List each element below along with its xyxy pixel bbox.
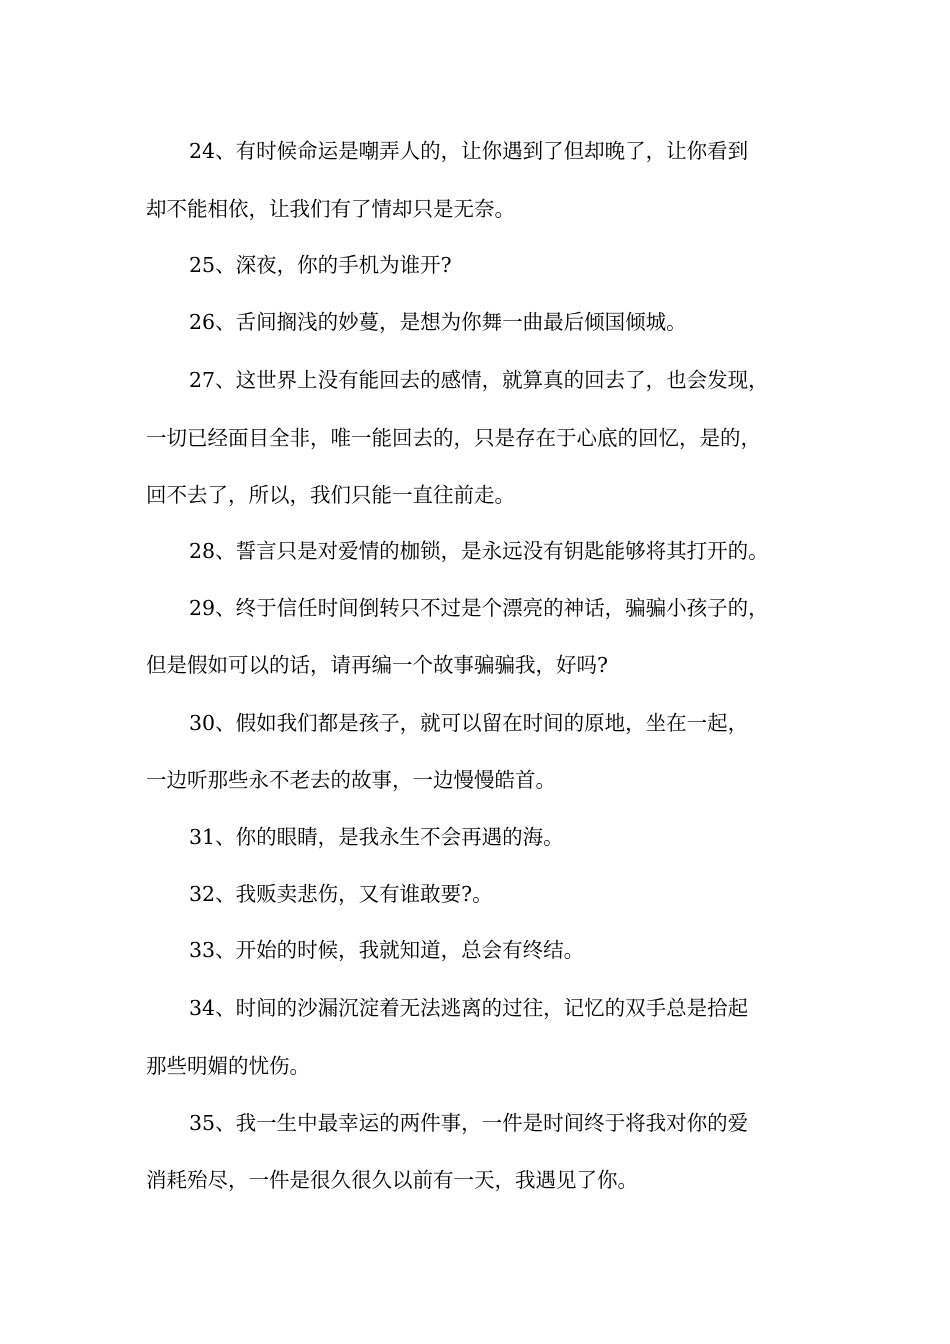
text-line: 29、终于信任时间倒转只不过是个漂亮的神话，骗骗小孩子的， — [189, 596, 769, 620]
text-line: 消耗殆尽，一件是很久很久以前有一天，我遇见了你。 — [146, 1168, 638, 1192]
text-line: 回不去了，所以，我们只能一直往前走。 — [146, 483, 515, 507]
text-line: 24、有时候命运是嘲弄人的，让你遇到了但却晚了，让你看到 — [189, 139, 749, 163]
text-line: 31、你的眼睛，是我永生不会再遇的海。 — [189, 825, 564, 849]
text-line: 27、这世界上没有能回去的感情，就算真的回去了，也会发现， — [189, 368, 769, 392]
text-line: 26、舌间搁浅的妙蔓，是想为你舞一曲最后倾国倾城。 — [189, 310, 687, 334]
text-line: 一边听那些永不老去的故事，一边慢慢皓首。 — [146, 768, 556, 792]
text-line: 却不能相依，让我们有了情却只是无奈。 — [146, 197, 515, 221]
text-line: 34、时间的沙漏沉淀着无法逃离的过往，记忆的双手总是拾起 — [189, 996, 749, 1020]
text-line: 32、我贩卖悲伤，又有谁敢要?。 — [189, 882, 493, 906]
text-line: 33、开始的时候，我就知道，总会有终结。 — [189, 938, 585, 962]
text-line: 28、誓言只是对爱情的枷锁，是永远没有钥匙能够将其打开的。 — [189, 539, 769, 563]
text-line: 30、假如我们都是孩子，就可以留在时间的原地，坐在一起， — [189, 711, 749, 735]
text-line: 35、我一生中最幸运的两件事，一件是时间终于将我对你的爱 — [189, 1111, 749, 1135]
text-line: 但是假如可以的话，请再编一个故事骗骗我，好吗? — [146, 653, 608, 677]
text-line: 那些明媚的忧伤。 — [146, 1054, 310, 1078]
text-line: 25、深夜，你的手机为谁开? — [189, 253, 452, 277]
text-line: 一切已经面目全非，唯一能回去的，只是存在于心底的回忆，是的， — [146, 426, 761, 450]
